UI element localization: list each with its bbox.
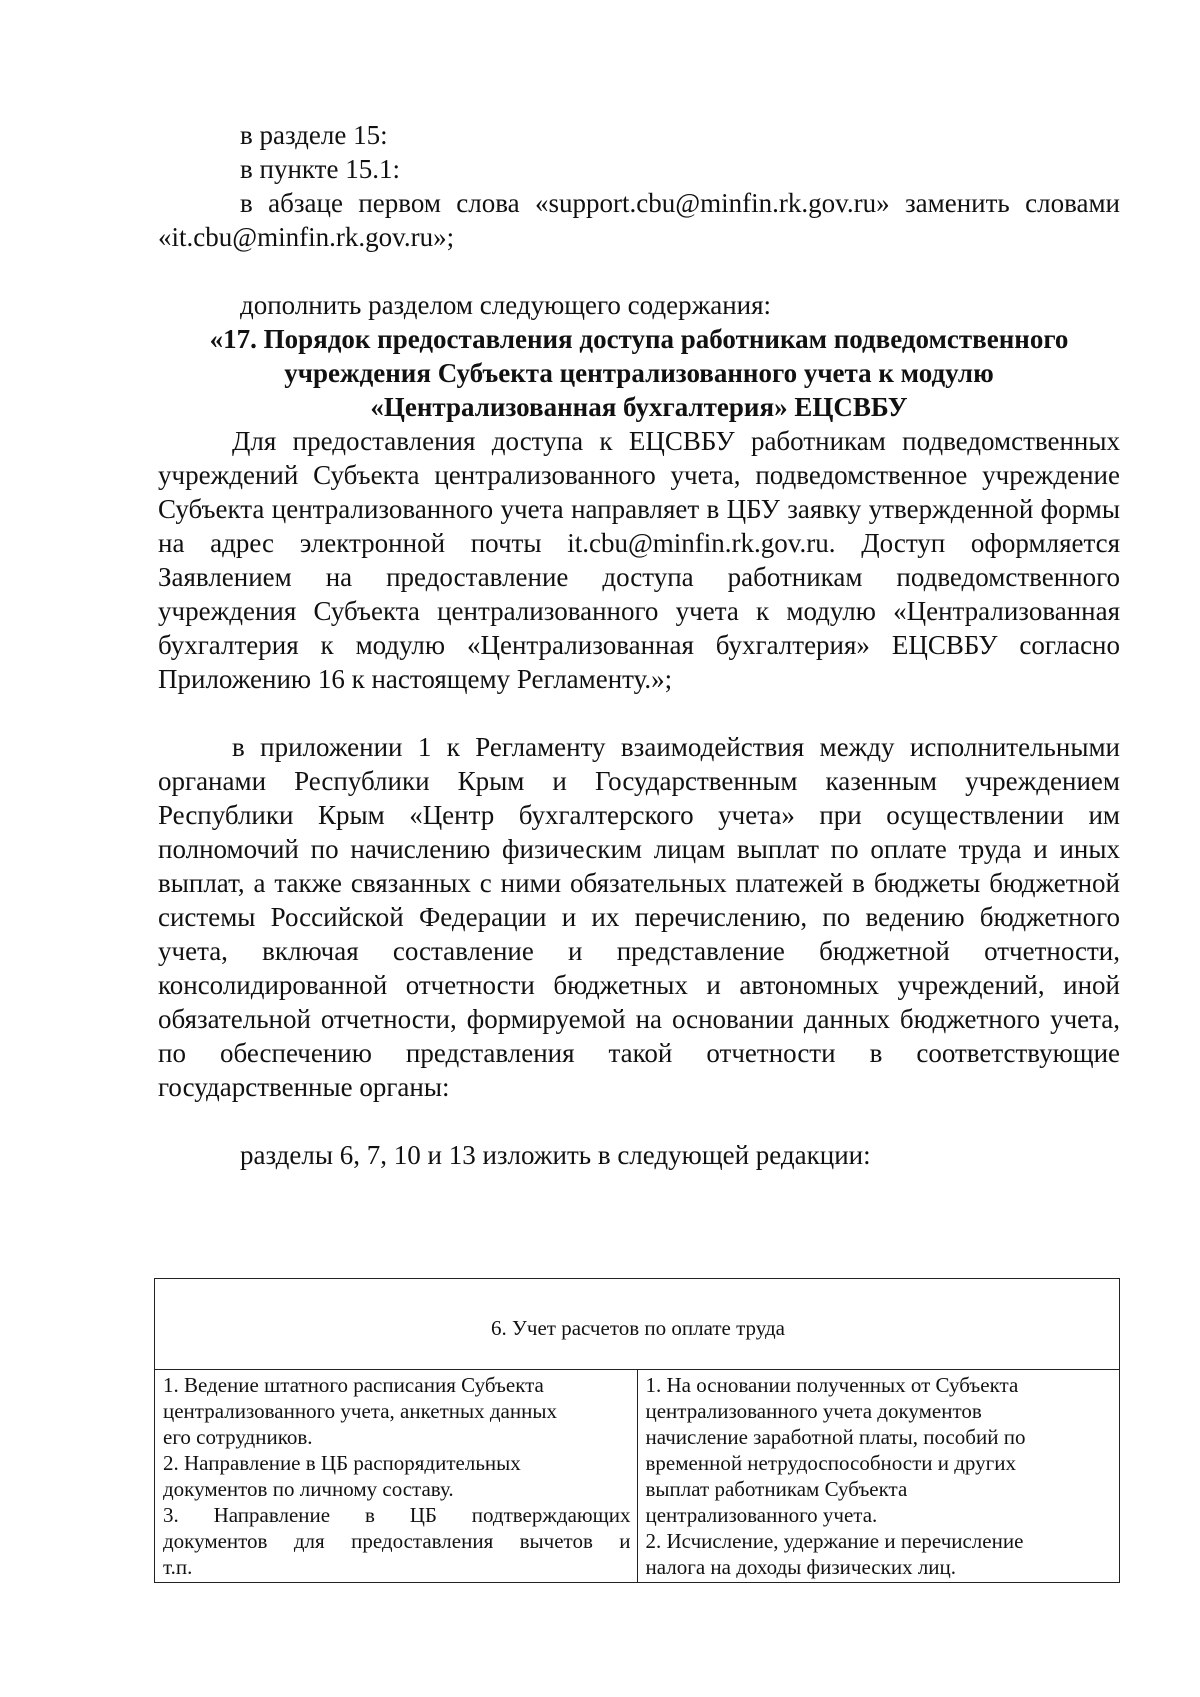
table-cell-right bbox=[637, 1370, 1120, 1583]
cell-left-line: документов для предоставления вычетов и bbox=[163, 1529, 631, 1553]
text-line-add-section: дополнить разделом следующего содержания: bbox=[240, 290, 772, 320]
cell-left-line: централизованного учета, анкетных данных bbox=[163, 1399, 557, 1423]
text-line-section-15: в разделе 15: bbox=[240, 120, 388, 150]
text-line-replace-a: в абзаце первом слова «support.cbu@minfin.rk.gov.ru» заменить словами bbox=[240, 188, 1120, 218]
heading-line-3: «Централизованная бухгалтерия» ЕЦСВБУ bbox=[370, 392, 908, 422]
cell-right-line: централизованного учета документов bbox=[645, 1399, 982, 1423]
paragraph-access: Для предоставления доступа к ЕЦСВБУ работникам подведомственных учреждений Субъекта централизованного учета, подведомственное учреждение Субъекта централизованного учета направляет в ЦБУ заявку утвержденной формы на адрес электронной почты it.cbu@minfin.rk.gov.ru. Доступ оформляется Заявлением на предоставление доступа работникам подведомственного учреждения Субъекта централизованного учета к модулю «Централизованная бухгалтерия к модулю «Централизованная бухгалтерия» ЕЦСВБУ согласно Приложению 16 к настоящему Регламенту.»; bbox=[158, 426, 1120, 694]
text-line-sections: разделы 6, 7, 10 и 13 изложить в следующей редакции: bbox=[240, 1140, 871, 1170]
text-line-item-15-1: в пункте 15.1: bbox=[240, 154, 400, 184]
section-17-heading bbox=[158, 322, 1120, 424]
cell-left-line: т.п. bbox=[163, 1555, 193, 1579]
text-line-replace-b: «it.cbu@minfin.rk.gov.ru»; bbox=[158, 222, 455, 252]
document-body bbox=[158, 118, 1120, 1172]
cell-right-line: 2. Исчисление, удержание и перечисление bbox=[645, 1529, 1024, 1553]
cell-left-line: 3. Направление в ЦБ подтверждающих bbox=[163, 1503, 631, 1527]
heading-line-2: учреждения Субъекта централизованного учета к модулю bbox=[284, 358, 994, 388]
table-cell-left bbox=[155, 1370, 638, 1583]
cell-right-line: временной нетрудоспособности и других bbox=[645, 1451, 1016, 1475]
table-header: 6. Учет расчетов по оплате труда bbox=[155, 1279, 1120, 1370]
cell-left-line: 1. Ведение штатного расписания Субъекта bbox=[163, 1373, 544, 1397]
payroll-table bbox=[154, 1278, 1120, 1583]
cell-left-line: 2. Направление в ЦБ распорядительных bbox=[163, 1451, 521, 1475]
heading-line-1: «17. Порядок предоставления доступа работникам подведомственного bbox=[209, 324, 1069, 354]
cell-left-line: его сотрудников. bbox=[163, 1425, 313, 1449]
cell-right-line: 1. На основании полученных от Субъекта bbox=[645, 1373, 1019, 1397]
cell-right-line: налога на доходы физических лиц. bbox=[645, 1555, 957, 1579]
cell-left-line: документов по личному составу. bbox=[163, 1477, 454, 1501]
paragraph-appendix-1: в приложении 1 к Регламенту взаимодействия между исполнительными органами Республики Крым и Государственным казенным учреждением Республики Крым «Центр бухгалтерского учета» при осуществлении им полномочий по начислению физическим лицам выплат по оплате труда и иных выплат, а также связанных с ними обязательных платежей в бюджеты бюджетной системы Российской Федерации и их перечислению, по ведению бюджетного учета, включая составление и представление бюджетной отчетности, консолидированной отчетности бюджетных и автономных учреждений, иной обязательной отчетности, формируемой на основании данных бюджетного учета, по обеспечению представления такой отчетности в соответствующие государственные органы: bbox=[158, 732, 1120, 1102]
cell-right-line: выплат работникам Субъекта bbox=[645, 1477, 908, 1501]
cell-right-line: начисление заработной платы, пособий по bbox=[645, 1425, 1026, 1449]
cell-right-line: централизованного учета. bbox=[645, 1503, 878, 1527]
